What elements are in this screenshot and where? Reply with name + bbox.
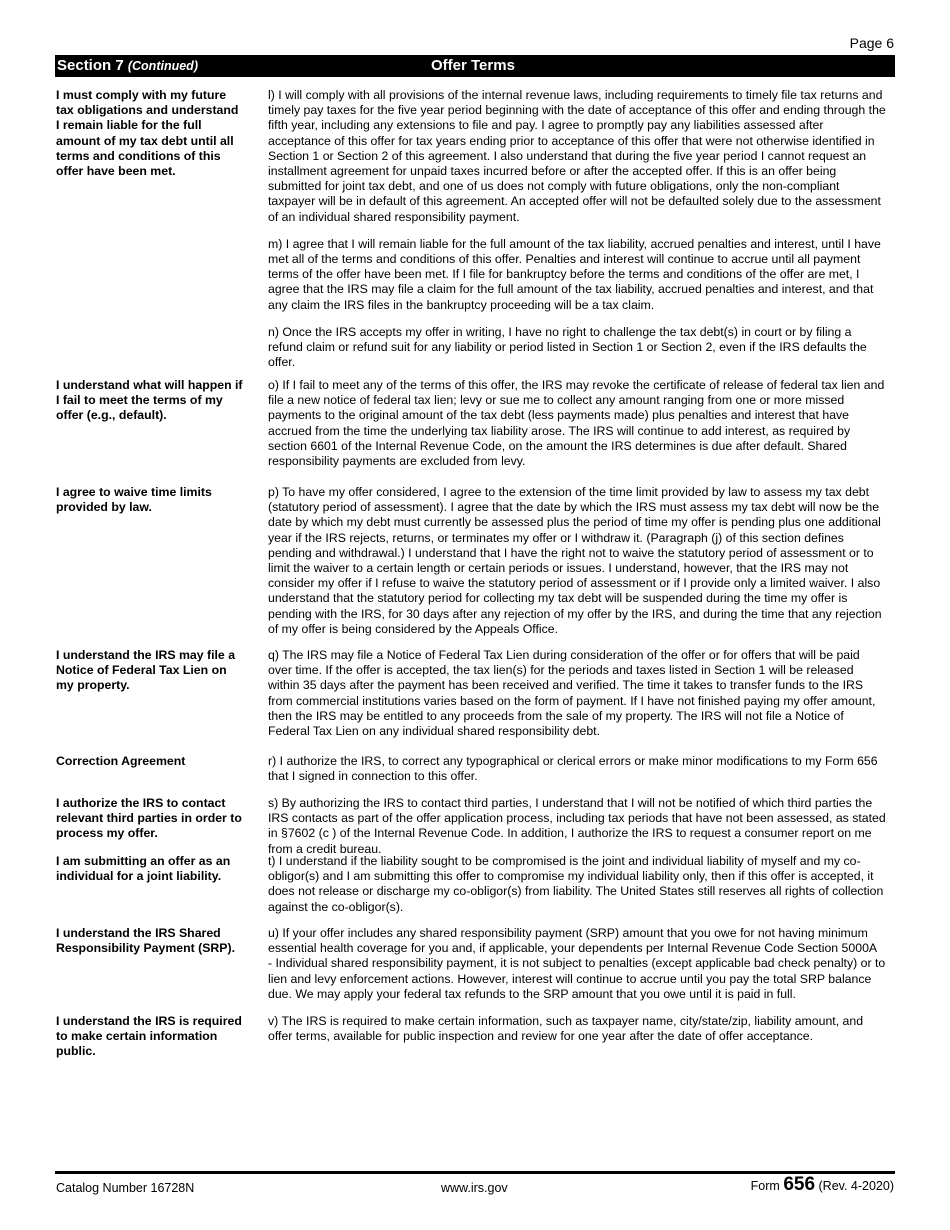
term-row-tax-lien xyxy=(56,648,894,754)
term-paragraph-o xyxy=(268,378,894,469)
term-label-line: I understand what will happen if xyxy=(56,378,243,392)
text-line: refund claim or refund suit for any liability or period listed in Section 1 or Section 2, even if the IRS defaults the xyxy=(268,340,867,355)
text-line: p) To have my offer considered, I agree to the extension of the time limit provided by law to assess my tax debt xyxy=(268,485,870,499)
term-label xyxy=(56,754,268,796)
section-continued: (Continued) xyxy=(127,59,198,73)
text-line: Section 1 or Section 2 of this agreement. I also understand that during the five year period I cannot request an xyxy=(268,148,867,163)
term-label-line: I authorize the IRS to contact xyxy=(56,796,226,810)
text-line: consider my offer if I refuse to waive the statutory period of assessment or if I provide only a limited waiver. I also xyxy=(268,576,881,591)
term-row-joint-liability xyxy=(56,854,894,926)
text-line: responsibility payments are excluded from levy. xyxy=(268,454,526,469)
term-row-third-parties xyxy=(56,796,894,854)
term-label-line: I understand the IRS Shared xyxy=(56,926,221,940)
term-label xyxy=(56,648,268,754)
term-label-line: I understand the IRS is required xyxy=(56,1014,242,1028)
term-row-default xyxy=(56,378,894,485)
term-text xyxy=(268,1014,894,1064)
text-line: l) I will comply with all provisions of the internal revenue laws, including requirements to timely file tax returns and xyxy=(268,88,883,102)
text-line: over time. If the offer is accepted, the tax lien(s) for the periods and taxes listed in Section 1 will be released xyxy=(268,663,854,678)
page-number: Page 6 xyxy=(849,35,894,51)
form-number: 656 xyxy=(783,1174,816,1195)
text-line: s) By authorizing the IRS to contact third parties, I understand that I will not be notified of which third parties the xyxy=(268,796,873,810)
section-label xyxy=(57,57,198,74)
term-label-line: individual for a joint liability. xyxy=(56,869,222,884)
term-paragraph-m xyxy=(268,237,894,313)
term-paragraph-r xyxy=(268,754,894,784)
text-line: offer. xyxy=(268,355,296,370)
section-header-bar xyxy=(55,55,895,77)
text-line: - Individual shared responsibility payment, it is not subject to penalties (except applicable bad check penalty) or to xyxy=(268,956,886,971)
text-line: installment agreement for unpaid taxes incurred before or after the accepted offer. If this is an offer being xyxy=(268,164,837,179)
term-row-correction xyxy=(56,754,894,796)
term-label-line: terms and conditions of this xyxy=(56,148,221,163)
text-line: then the IRS may be entitled to any proceeds from the sale of my property. The IRS will not file a Notice of xyxy=(268,708,844,723)
term-row-waive-time-limits xyxy=(56,485,894,648)
text-line: offer terms, available for public inspection and review for one year after the date of offer acceptance. xyxy=(268,1029,814,1044)
offer-terms-content xyxy=(56,88,894,1064)
form-identifier xyxy=(751,1174,894,1196)
text-line: file a new notice of federal tax lien; levy or sue me to collect any amount ranging from one or more missed xyxy=(268,393,845,408)
text-line: o) If I fail to meet any of the terms of this offer, the IRS may revoke the certificate of release of federal tax lien and xyxy=(268,378,885,392)
text-line: met all of the terms and conditions of this offer. Penalties and interest will continue to accrue until all payment xyxy=(268,252,861,267)
term-label-line: my property. xyxy=(56,678,130,693)
term-label xyxy=(56,854,268,926)
text-line: q) The IRS may file a Notice of Federal Tax Lien during consideration of the offer or for offers that will be paid xyxy=(268,648,860,662)
term-label xyxy=(56,926,268,1014)
text-line: agree that the IRS may file a claim for the full amount of the tax liability, accrued penalties and interest, and that xyxy=(268,282,874,297)
term-paragraph-p xyxy=(268,485,894,637)
text-line: essential health coverage for you and, if applicable, your dependents per Internal Revenue Code Section 5000A xyxy=(268,941,878,956)
term-label-line: I agree to waive time limits xyxy=(56,485,212,499)
text-line: acceptance of this offer for tax years ending prior to acceptance of this offer that were not otherwise identified in xyxy=(268,133,875,148)
term-paragraph-u xyxy=(268,926,894,1002)
section-title: Offer Terms xyxy=(431,57,515,74)
text-line: n) Once the IRS accepts my offer in writing, I have no right to challenge the tax debt(s) in court or by filing a xyxy=(268,324,852,339)
term-label xyxy=(56,796,268,854)
term-text xyxy=(268,854,894,926)
text-line: of an individual shared responsibility payment. xyxy=(268,209,520,224)
text-line: submitted for joint tax debt, and one of us does not comply with future obligations, only the non-compliant xyxy=(268,179,840,194)
term-paragraph-n xyxy=(268,325,894,371)
term-row-public-information xyxy=(56,1014,894,1064)
term-label-line: amount of my tax debt until all xyxy=(56,133,234,148)
website-link[interactable]: www.irs.gov xyxy=(441,1181,508,1195)
term-label-line: offer have been met. xyxy=(56,164,176,179)
text-line: taxpayer will be in default of this agreement. An accepted offer will not be defaulted solely due to the assessment xyxy=(268,194,881,209)
text-line: from commercial institutions varies based on the form of payment. If I have not finished paying my offer amount, xyxy=(268,693,876,708)
term-label-line: I fail to meet the terms of my xyxy=(56,393,223,408)
term-label-line: I understand the IRS may file a xyxy=(56,648,236,662)
text-line: payments to the original amount of the tax debt (less payments made) plus penalties and interest that have xyxy=(268,408,850,423)
text-line: pending and withdrawal.) I understand that I have the right not to waive the statutory period of assessment or to xyxy=(268,545,874,560)
term-row-future-obligations xyxy=(56,88,894,378)
term-paragraph-q xyxy=(268,648,894,739)
term-text xyxy=(268,648,894,754)
text-line: year if the IRS rejects, returns, or terminates my offer or I withdraw it. (Paragraph (j) of this section defines xyxy=(268,530,844,545)
term-paragraph-s xyxy=(268,796,894,857)
term-text xyxy=(268,88,894,378)
term-text xyxy=(268,926,894,1014)
term-text xyxy=(268,796,894,854)
text-line: against the co-obligor(s). xyxy=(268,899,404,914)
term-label-line: offer (e.g., default). xyxy=(56,408,167,423)
text-line: that I signed in connection to this offer. xyxy=(268,769,478,784)
form-prefix: Form xyxy=(750,1179,780,1193)
term-label-line: I remain liable for the full xyxy=(56,118,202,133)
term-label xyxy=(56,485,268,648)
text-line: IRS contacts as part of the offer application process, including tax periods that have not been assessed, as stated xyxy=(268,811,886,826)
text-line: fifth year, including any extensions to file and pay. I agree to promptly pay any liabilities assessed after xyxy=(268,118,824,133)
text-line: date by which my debt must currently be assessed plus the period of time my offer is pending plus one additional xyxy=(268,515,881,530)
term-label-line: Responsibility Payment (SRP). xyxy=(56,941,236,956)
text-line: of my offer is being considered by the Appeals Office. xyxy=(268,621,559,636)
text-line: from a credit bureau. xyxy=(268,841,382,856)
text-line: within 35 days after the payment has been received and verified. The time it takes to transfer funds to the IRS xyxy=(268,678,864,693)
text-line: t) I understand if the liability sought to be compromised is the joint and individual liability of myself and my co- xyxy=(268,854,861,868)
text-line: terms of the offer have been met. If I file for bankruptcy before the terms and conditions of the offer are met, I xyxy=(268,267,860,282)
form-revision: (Rev. 4-2020) xyxy=(818,1179,894,1193)
term-text xyxy=(268,485,894,648)
term-label-line: process my offer. xyxy=(56,826,158,841)
text-line: accrued from the time the underlying tax liability arose. The IRS will continue to add interest, as required by xyxy=(268,423,851,438)
term-label-line: I must comply with my future xyxy=(56,88,227,102)
text-line: (statutory period of assessment). I agree that the date by which the IRS must assess my tax debt will now be the xyxy=(268,500,880,515)
text-line: does not release or discharge my co-obligor(s) from liability. The United States still reserves all rights of collection xyxy=(268,884,884,899)
text-line: r) I authorize the IRS, to correct any typographical or clerical errors or make minor modifications to my Form 656 xyxy=(268,754,878,768)
text-line: in §7602 (c ) of the Internal Revenue Code. In addition, I authorize the IRS to request a consumer report on me xyxy=(268,826,872,841)
text-line: due. We may apply your federal tax refunds to the SRP amount that you owe until it is paid in full. xyxy=(268,986,796,1001)
term-paragraph-l xyxy=(268,88,894,225)
text-line: v) The IRS is required to make certain information, such as taxpayer name, city/state/zip, liability amount, and xyxy=(268,1014,864,1028)
term-label-line: provided by law. xyxy=(56,500,152,515)
term-label-line: Notice of Federal Tax Lien on xyxy=(56,663,227,678)
term-label-line: Correction Agreement xyxy=(56,754,186,768)
term-label-line: tax obligations and understand xyxy=(56,103,239,118)
term-label xyxy=(56,378,268,485)
text-line: Federal Tax Lien on any individual shared responsibility debt. xyxy=(268,724,600,739)
text-line: understand that the statutory period for collecting my tax debt will be suspended during the time my offer is xyxy=(268,591,848,606)
term-label-line: public. xyxy=(56,1044,96,1059)
term-label-line: relevant third parties in order to xyxy=(56,811,242,826)
text-line: obligor(s) and I am submitting this offer to compromise my individual liability only, then if this offer is accepted, it xyxy=(268,869,874,884)
text-line: limit the waiver to a certain length or certain periods or issues. I understand, however, that the IRS may not xyxy=(268,561,849,576)
text-line: section 6601 of the Internal Revenue Code, on the amount the IRS determines is due after default. Shared xyxy=(268,438,848,453)
text-line: any claim the IRS files in the bankruptcy proceeding will be a tax claim. xyxy=(268,297,655,312)
term-label xyxy=(56,1014,268,1064)
text-line: timely pay taxes for the five year period beginning with the date of acceptance of this offer and ending through the xyxy=(268,103,886,118)
term-row-srp xyxy=(56,926,894,1014)
text-line: lien and levy enforcement actions. However, interest will continue to accrue until you pay the total SRP balance xyxy=(268,971,872,986)
section-number: Section 7 xyxy=(57,57,124,74)
term-text xyxy=(268,378,894,485)
text-line: m) I agree that I will remain liable for the full amount of the tax liability, accrued penalties and interest, until I have xyxy=(268,236,881,251)
term-text xyxy=(268,754,894,796)
term-label xyxy=(56,88,268,378)
term-paragraph-v xyxy=(268,1014,894,1044)
text-line: pending with the IRS, for 30 days after any rejection of my offer by the IRS, and during the time that any rejection xyxy=(268,606,882,621)
term-paragraph-t xyxy=(268,854,894,915)
text-line: u) If your offer includes any shared responsibility payment (SRP) amount that you owe for not having minimum xyxy=(268,926,868,940)
term-label-line: to make certain information xyxy=(56,1029,218,1044)
catalog-number: Catalog Number 16728N xyxy=(56,1181,195,1195)
term-label-line: I am submitting an offer as an xyxy=(56,854,231,868)
